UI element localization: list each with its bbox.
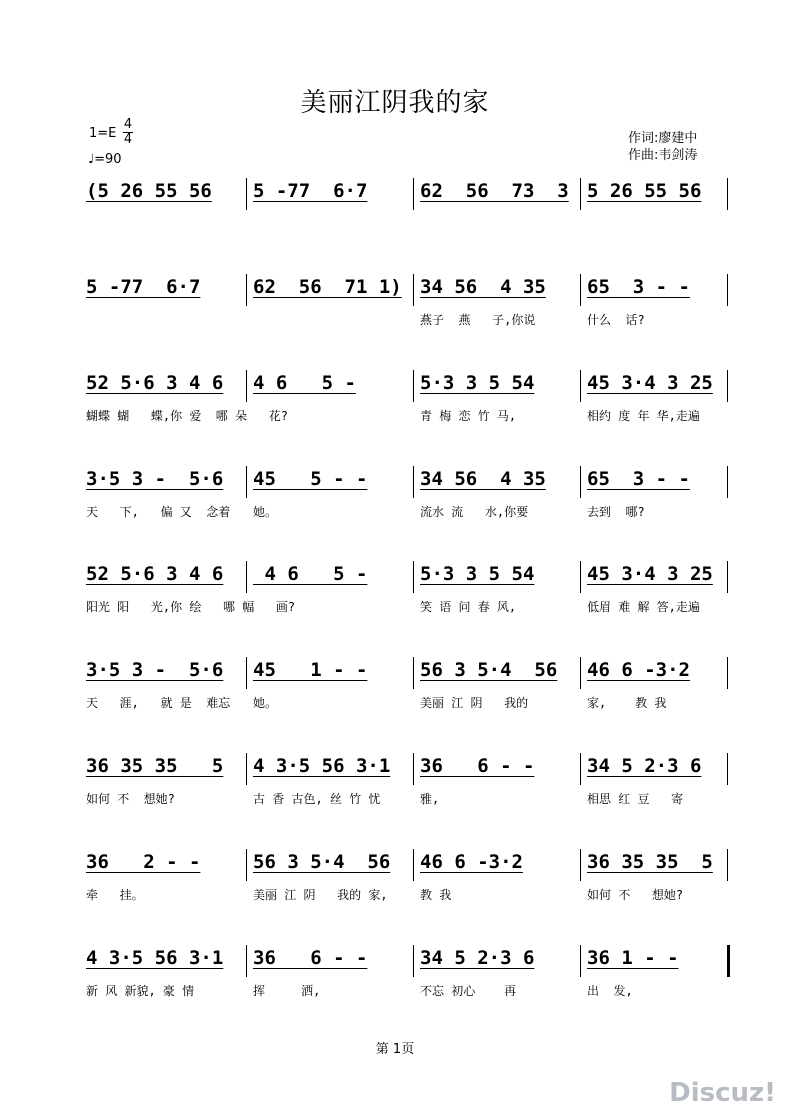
measure-notes: 4 6 5 - bbox=[253, 372, 356, 394]
barline bbox=[580, 274, 581, 306]
lyricist-credit: 作词:廖建中 bbox=[628, 131, 698, 146]
measure-lyrics: 古 香 古色, 丝 竹 忧 bbox=[253, 792, 381, 806]
watermark: Discuz! bbox=[669, 1078, 776, 1108]
measure-lyrics: 去到 哪? bbox=[587, 505, 645, 519]
measure-notes: 3·5 3 - 5·6 bbox=[86, 468, 224, 490]
measure-lyrics: 美丽 江 阴 我的 bbox=[420, 696, 529, 710]
measure-notes: 4 3·5 56 3·1 bbox=[253, 755, 391, 777]
measure-notes: 34 56 4 35 bbox=[420, 276, 546, 298]
measure-notes: 62 56 73 3 bbox=[420, 180, 569, 202]
score-system bbox=[0, 947, 790, 1037]
song-title: 美丽江阴我的家 bbox=[300, 88, 490, 118]
measure-lyrics: 笑 语 问 春 风, bbox=[420, 600, 517, 614]
barline bbox=[727, 466, 728, 498]
barline bbox=[246, 657, 247, 689]
barline bbox=[246, 753, 247, 785]
time-signature bbox=[123, 118, 133, 147]
barline bbox=[246, 561, 247, 593]
measure-lyrics: 牵 挂。 bbox=[86, 888, 144, 902]
barline bbox=[727, 657, 728, 689]
barline bbox=[413, 178, 414, 210]
measure-notes: 5 -77 6·7 bbox=[253, 180, 368, 202]
barline bbox=[727, 274, 728, 306]
barline bbox=[413, 657, 414, 689]
measure-notes: 45 3·4 3 25 bbox=[587, 563, 713, 585]
barline bbox=[727, 945, 730, 977]
measure-notes: 5·3 3 5 54 bbox=[420, 372, 535, 394]
barline bbox=[580, 561, 581, 593]
measure-lyrics: 天 涯, 就 是 难忘 bbox=[86, 696, 231, 710]
measure-notes: 45 5 - - bbox=[253, 468, 368, 490]
barline bbox=[413, 849, 414, 881]
measure-lyrics: 相约 度 年 华,走遍 bbox=[587, 409, 700, 423]
measure-lyrics: 挥 洒, bbox=[253, 984, 321, 998]
barline bbox=[413, 945, 414, 977]
barline bbox=[580, 657, 581, 689]
barline bbox=[246, 849, 247, 881]
measure-lyrics: 阳光 阳 光,你 绘 哪 幅 画? bbox=[86, 600, 296, 614]
barline bbox=[727, 370, 728, 402]
barline bbox=[580, 945, 581, 977]
measure-lyrics: 流水 流 水,你要 bbox=[420, 505, 529, 519]
measure-notes: 36 2 - - bbox=[86, 851, 201, 873]
measure-lyrics: 相思 红 豆 寄 bbox=[587, 792, 684, 806]
measure-notes: 52 5·6 3 4 6 bbox=[86, 372, 224, 394]
score-system bbox=[0, 563, 790, 653]
measure-notes: 36 35 35 5 bbox=[587, 851, 713, 873]
barline bbox=[413, 466, 414, 498]
measure-notes: 45 3·4 3 25 bbox=[587, 372, 713, 394]
time-sig-top: 4 bbox=[123, 117, 133, 132]
measure-notes: 34 56 4 35 bbox=[420, 468, 546, 490]
measure-notes: 65 3 - - bbox=[587, 468, 690, 490]
barline bbox=[246, 370, 247, 402]
barline bbox=[580, 849, 581, 881]
measure-notes: 34 5 2·3 6 bbox=[587, 755, 702, 777]
measure-notes: 5 -77 6·7 bbox=[86, 276, 201, 298]
measure-lyrics: 她。 bbox=[253, 505, 278, 519]
measure-notes: 36 6 - - bbox=[420, 755, 535, 777]
measure-lyrics: 她。 bbox=[253, 696, 278, 710]
measure-notes: 4 3·5 56 3·1 bbox=[86, 947, 224, 969]
measure-notes: 5·3 3 5 54 bbox=[420, 563, 535, 585]
measure-notes: 3·5 3 - 5·6 bbox=[86, 659, 224, 681]
measure-lyrics: 教 我 bbox=[420, 888, 452, 902]
quarter-note-icon: ♩ bbox=[88, 152, 95, 167]
barline bbox=[413, 274, 414, 306]
score-system bbox=[0, 276, 790, 366]
measure-notes: 36 35 35 5 bbox=[86, 755, 224, 777]
barline bbox=[246, 274, 247, 306]
measure-notes: 52 5·6 3 4 6 bbox=[86, 563, 224, 585]
measure-notes: 46 6 -3·2 bbox=[420, 851, 523, 873]
barline bbox=[580, 370, 581, 402]
composer-credit: 作曲:韦剑涛 bbox=[628, 148, 698, 163]
measure-notes: 36 6 - - bbox=[253, 947, 368, 969]
score-system bbox=[0, 372, 790, 462]
page-number: 第 1页 bbox=[375, 1042, 415, 1057]
barline bbox=[413, 753, 414, 785]
score-system bbox=[0, 755, 790, 845]
barline bbox=[580, 178, 581, 210]
key-signature: 1=E bbox=[89, 126, 117, 141]
barline bbox=[727, 753, 728, 785]
measure-lyrics: 美丽 江 阴 我的 家, bbox=[253, 888, 388, 902]
measure-notes: 34 5 2·3 6 bbox=[420, 947, 535, 969]
measure-lyrics: 天 下, 偏 又 念着 bbox=[86, 505, 231, 519]
measure-notes: 4 6 5 - bbox=[253, 563, 368, 585]
barline bbox=[413, 561, 414, 593]
tempo-value: =90 bbox=[94, 152, 122, 167]
measure-lyrics: 家, 教 我 bbox=[587, 696, 667, 710]
measure-lyrics: 雅, bbox=[420, 792, 440, 806]
barline bbox=[246, 178, 247, 210]
measure-lyrics: 新 风 新貌, 豪 情 bbox=[86, 984, 195, 998]
barline bbox=[580, 753, 581, 785]
measure-notes: 45 1 - - bbox=[253, 659, 368, 681]
score-system bbox=[0, 851, 790, 941]
barline bbox=[727, 561, 728, 593]
score-system bbox=[0, 468, 790, 558]
measure-lyrics: 如何 不 想她? bbox=[587, 888, 684, 902]
measure-lyrics: 出 发, bbox=[587, 984, 633, 998]
measure-notes: 36 1 - - bbox=[587, 947, 679, 969]
barline bbox=[727, 849, 728, 881]
time-sig-bottom: 4 bbox=[123, 132, 133, 147]
measure-notes: 62 56 71 1) bbox=[253, 276, 402, 298]
barline bbox=[246, 945, 247, 977]
measure-notes: (5 26 55 56 bbox=[86, 180, 212, 202]
measure-lyrics: 如何 不 想她? bbox=[86, 792, 175, 806]
measure-lyrics: 蝴蝶 蝴 蝶,你 爱 哪 朵 花? bbox=[86, 409, 288, 423]
barline bbox=[246, 466, 247, 498]
measure-notes: 5 26 55 56 bbox=[587, 180, 702, 202]
barline bbox=[727, 178, 728, 210]
barline bbox=[413, 370, 414, 402]
barline bbox=[580, 466, 581, 498]
measure-notes: 46 6 -3·2 bbox=[587, 659, 690, 681]
measure-notes: 56 3 5·4 56 bbox=[253, 851, 391, 873]
measure-lyrics: 不忘 初心 再 bbox=[420, 984, 517, 998]
score-system bbox=[0, 180, 790, 270]
score-system bbox=[0, 659, 790, 749]
measure-lyrics: 低眉 难 解 答,走遍 bbox=[587, 600, 700, 614]
measure-notes: 65 3 - - bbox=[587, 276, 690, 298]
measure-lyrics: 什么 话? bbox=[587, 313, 645, 327]
measure-lyrics: 青 梅 恋 竹 马, bbox=[420, 409, 517, 423]
measure-notes: 56 3 5·4 56 bbox=[420, 659, 558, 681]
tempo-marking bbox=[88, 152, 122, 167]
measure-lyrics: 燕子 燕 子,你说 bbox=[420, 313, 536, 327]
